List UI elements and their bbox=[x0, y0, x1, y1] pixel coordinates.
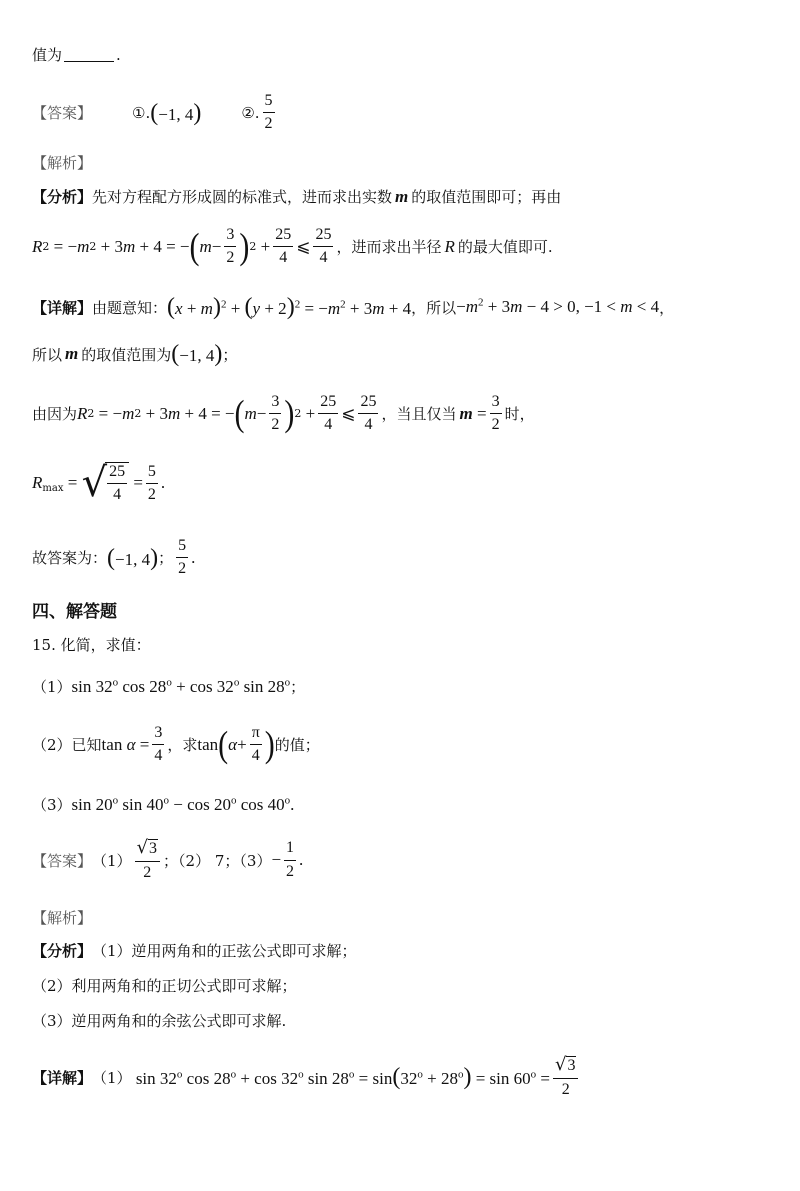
analysis-tag: 【解析】 bbox=[32, 154, 93, 172]
analysis-line: 【分析】 先对方程配方形成圆的标准式，进而求出实数 m 的取值范围即可；再由 bbox=[32, 186, 562, 206]
answer-line: 【答案】 ①. (−1, 4) ②. $\frac{5}{2}$ bbox=[32, 92, 273, 133]
detail-line-2: 所以 m 的取值范围为 (−1, 4) ； bbox=[32, 341, 238, 367]
fill-blank-line: 值为 . bbox=[32, 45, 121, 64]
question-15: 15. 化简，求值： bbox=[32, 636, 151, 654]
analysis-15-line-3: （3）逆用两角和的余弦公式即可求解. bbox=[32, 1012, 287, 1030]
r-squared-formula: R 2 = − m 2 + 3 m + 4 = − ( m − $\frac{3}{2}$ ) 2 + $\frac{25}{4}$ ⩽ $\frac{25}{4}$ ，进而求出半径 R 的最大值即可. bbox=[32, 225, 553, 267]
analysis-15-line-2: （2）利用两角和的正切公式即可求解； bbox=[32, 977, 297, 995]
detail-15-line-1: 【详解】 （1） sin 32$^o$ $\cos 28^o + \cos 32^o$ $\sin 28^o = \sin(32^o + 28^o) = \sin 60^o$ = √ 3 2 bbox=[32, 1055, 581, 1099]
answer-tag: 【答案】 bbox=[32, 104, 93, 123]
answer-15-line: 【答案】 （1） √ 3 2 ；（2） 7；（3） − $\frac{1}{2}$ . bbox=[32, 837, 304, 881]
question-15-part-2: （2）已知 tan α = $\frac{3}{4}$ ，求 tan ( α + $\frac{\pi}{4}$ ) 的值； bbox=[32, 723, 320, 765]
analysis-15-line-1: 【分析】 （1）逆用两角和的正弦公式即可求解； bbox=[32, 942, 357, 960]
final-answer-line: 故答案为： (−1, 4) ； $\frac{5}{2}$ . bbox=[32, 537, 196, 578]
question-15-part-3: （3） sin 20$^o$ $\sin 40^o - \cos 20^o$ cos 40$^o$. bbox=[32, 793, 295, 814]
section-title: 四、解答题 bbox=[32, 602, 117, 622]
analysis-15-tag: 【解析】 bbox=[32, 909, 93, 927]
answer-blank bbox=[64, 47, 114, 62]
answer-interval: (−1, 4) bbox=[150, 99, 202, 126]
question-15-part-1: （1） sin 32$^o$ $\cos 28^o + \cos 32^o$ sin 28$^o$ ； bbox=[32, 675, 306, 696]
detail-line-1: 【详解】 由题意知： $(x + m)^2 + (y + 2)^2 = -m^2 + 3m + 4$ ，所以 $-m^2 + 3m - 4 > 0$, −1 < m < 4 ， bbox=[32, 294, 675, 320]
answer-fraction: $\frac{5}{2}$ bbox=[264, 92, 273, 133]
r-max-formula: R $_{max}$ = √ $\frac{25}{4}$ = $\frac{5}{2}$ . bbox=[32, 460, 166, 507]
detail-line-3: 由因为 R 2 = − m 2 + 3 m + 4 = − ( m − $\frac{3}{2}$ ) 2 + $\frac{25}{4}$ ⩽ $\frac{25}{4}$ ，当且仅当 m = $\frac{3}{2}$ 时， bbox=[32, 392, 535, 434]
